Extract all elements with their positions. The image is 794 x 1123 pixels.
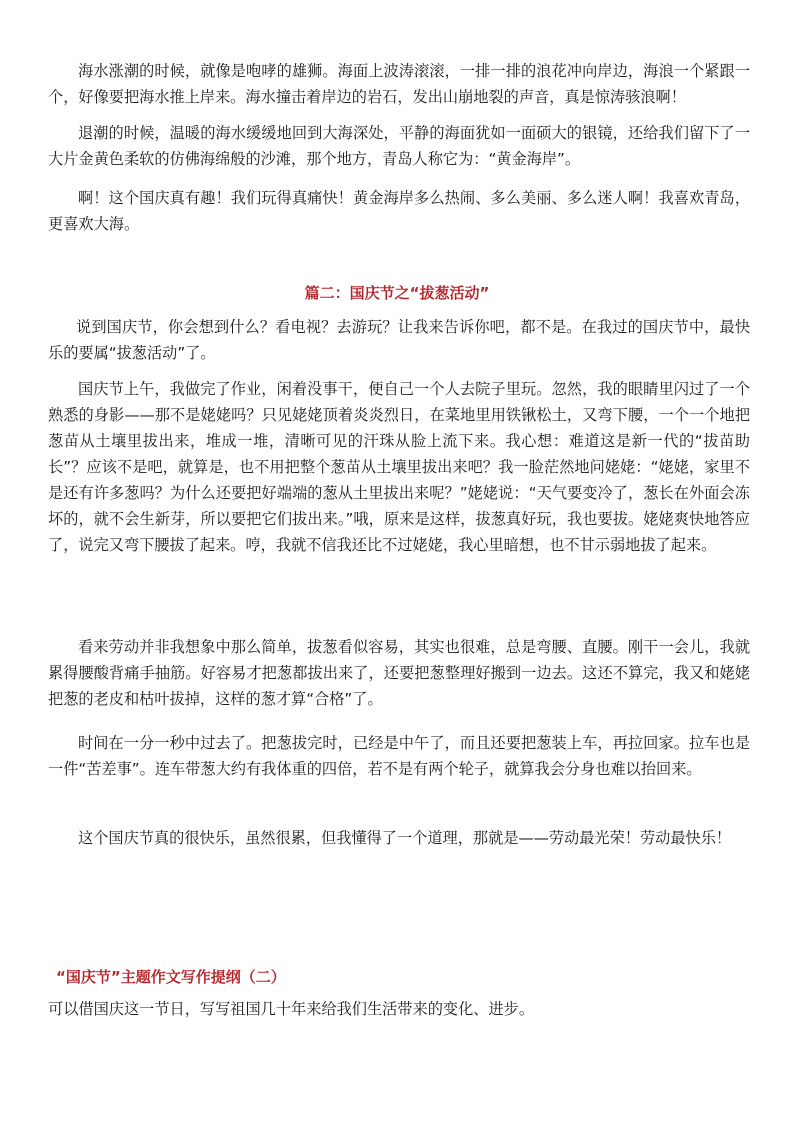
outline-text: 可以借国庆这一节日，写写祖国几十年来给我们生活带来的变化、进步。 [48,1000,534,1018]
article1-paragraph-3: 啊！这个国庆真有趣！我们玩得真痛快！黄金海岸多么热闹、多么美丽、多么迷人啊！我喜欢青岛，更喜欢大海。 [48,189,750,233]
outline-title: “国庆节”主题作文写作提纲（二） [56,968,286,986]
article2-paragraph-3: 看来劳动并非我想象中那么简单，拔葱看似容易，其实也很难，总是弯腰、直腰。刚干一会儿，我就累得腰酸背痛手抽筋。好容易才把葱都拔出来了，还要把葱整理好搬到一边去。这还不算完，我又和姥姥把葱的老皮和枯叶拔掉，这样的葱才算“合格”了。 [48,638,750,708]
article2-paragraph-4: 时间在一分一秒中过去了。把葱拔完时，已经是中午了，而且还要把葱装上车，再拉回家。拉车也是一件“苦差事”。连车带葱大约有我体重的四倍，若不是有两个轮子，就算我会分身也难以抬回来。 [48,734,750,778]
article2-paragraph-5: 这个国庆节真的很快乐，虽然很累，但我懂得了一个道理，那就是——劳动最光荣！劳动最快乐！ [78,829,732,847]
article2-paragraph-1: 说到国庆节，你会想到什么？看电视？去游玩？让我来告诉你吧，都不是。在我过的国庆节中，最快乐的要属“拔葱活动”了。 [48,318,750,362]
article2-title: 篇二：国庆节之“拔葱活动” [304,284,490,302]
article2-paragraph-2: 国庆节上午，我做完了作业，闲着没事干，便自己一个人去院子里玩。忽然，我的眼睛里闪过了一个熟悉的身影——那不是姥姥吗？只见姥姥顶着炎炎烈日，在菜地里用铁锹松土，又弯下腰，一个一个地把葱苗从土壤里拔出来，堆成一堆，清晰可见的汗珠从脸上流下来。我心想：难道这是新一代的“拔苗助长”？应该不是吧，就算是，也不用把整个葱苗从土壤里拔出来吧？我一脸茫然地问姥姥：“姥姥，家里不是还有许多葱吗？为什么还要把好端端的葱从土里拔出来呢？”姥姥说：“天气要变冷了，葱长在外面会冻坏的，就不会生新芽，所以要把它们拔出来。”哦，原来是这样，拔葱真好玩，我也要拔。姥姥爽快地答应了，说完又弯下腰拔了起来。哼，我就不信我还比不过姥姥，我心里暗想，也不甘示弱地拔了起来。 [48,380,750,554]
article1-paragraph-2: 退潮的时候，温暖的海水缓缓地回到大海深处，平静的海面犹如一面硕大的银镜，还给我们留下了一大片金黄色柔软的仿佛海绵般的沙滩，那个地方，青岛人称它为：“黄金海岸”。 [48,124,750,168]
article1-paragraph-1: 海水涨潮的时候，就像是咆哮的雄狮。海面上波涛滚滚，一排一排的浪花冲向岸边，海浪一个紧跟一个，好像要把海水推上岸来。海水撞击着岸边的岩石，发出山崩地裂的声音，真是惊涛骇浪啊！ [48,62,750,106]
